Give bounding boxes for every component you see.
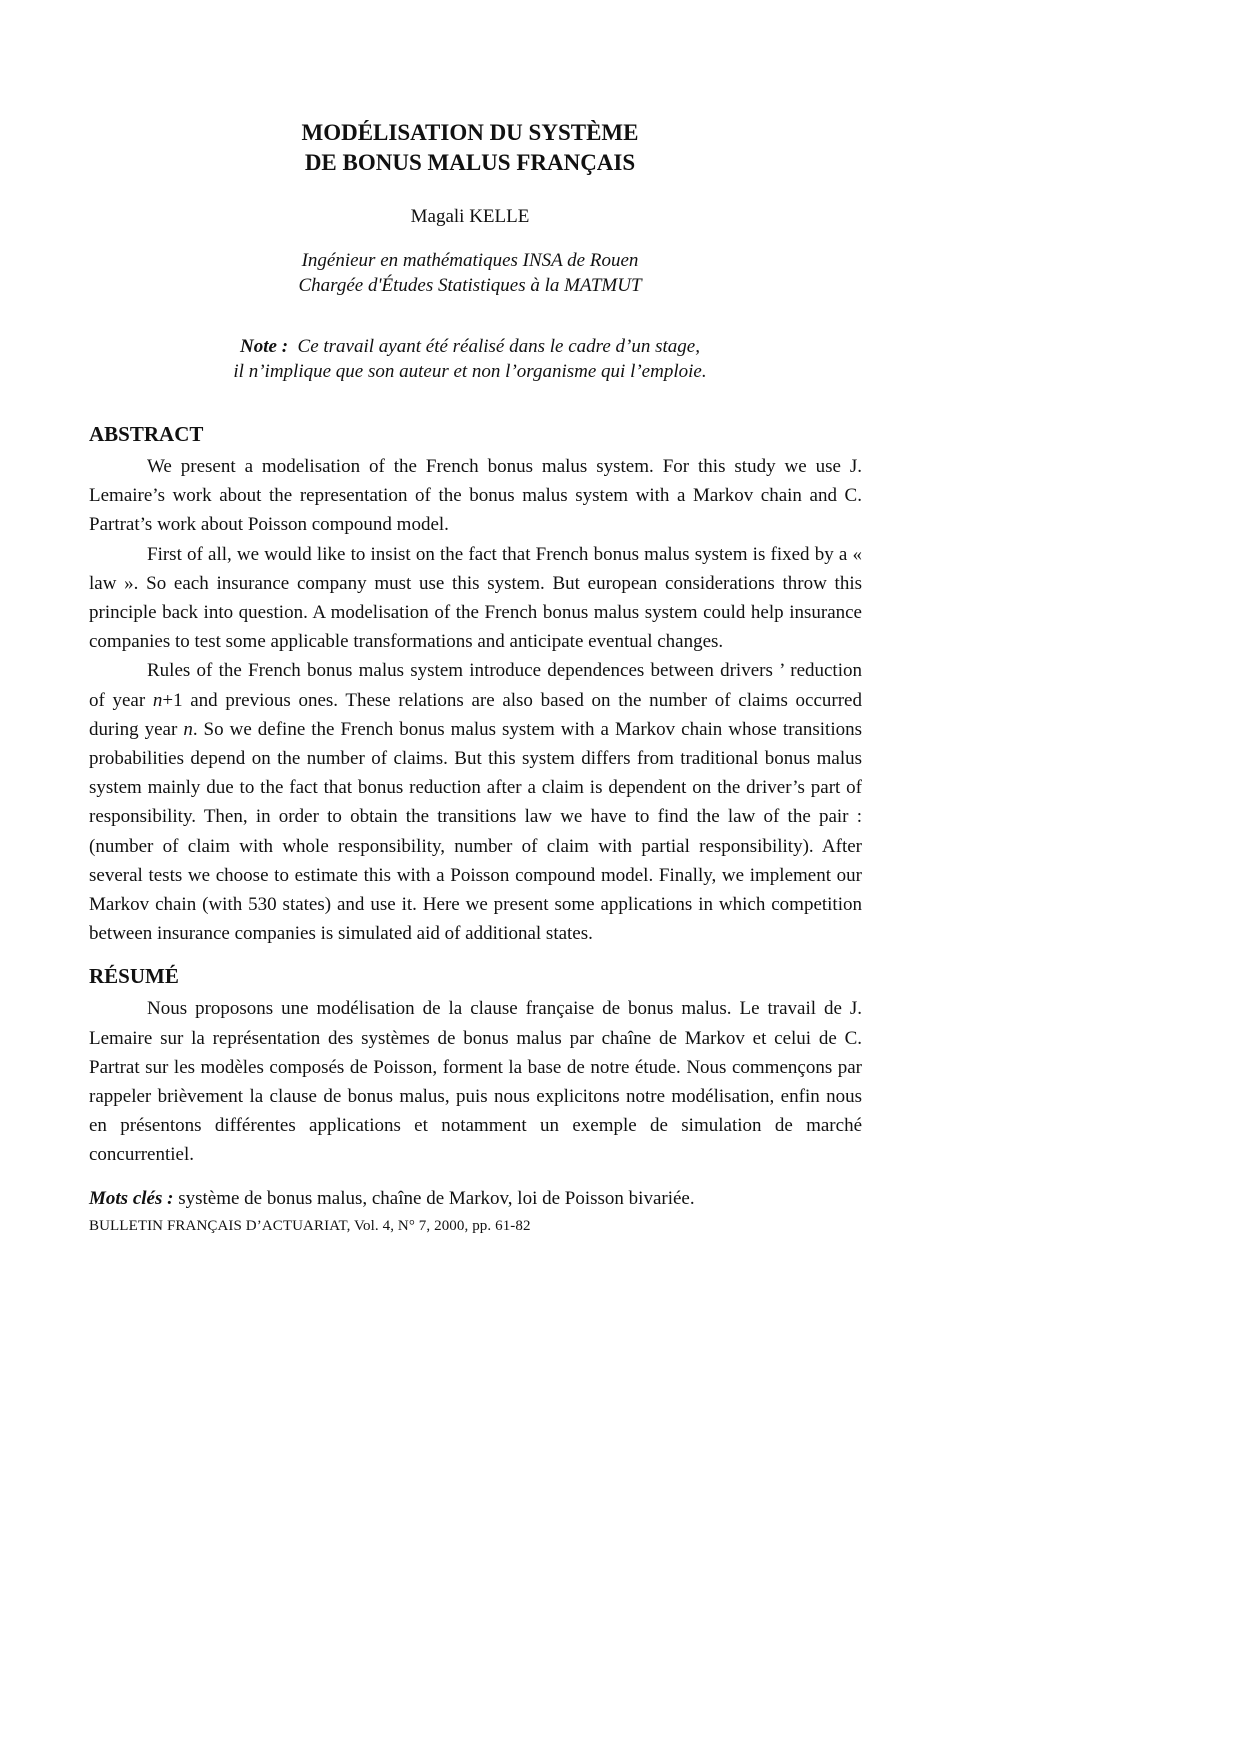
affiliation-line-2: Chargée d'Études Statistiques à la MATMUT [298,275,642,296]
title-line-1: MODÉLISATION DU SYSTÈME [301,120,639,145]
abstract-p3-part3: . So we define the French bonus malus system with a Markov chain whose transitions probabilities depend on the number of claims. But this system differs from traditional bonus malus system mainly due to the fact that bonus reduction after a claim is dependent on the driver’s part of responsibility. Then, in order to obtain the transitions law we have to find the law of the pair : (number of claim with whole responsibility, number of claim with partial responsibility). After several tests we choose to estimate this with a Poisson compound model. Finally, we implement our Markov chain (with 530 states) and use it. Here we present some applications in which competition between insurance companies is simulated aid of additional states. [89,718,862,945]
abstract-p3-part1: Rules of the French bonus malus system introduce dependences between drivers ’ reduction of year [89,660,862,711]
note-label: Note : [240,336,289,357]
paper-title [230,118,710,178]
abstract-paragraph-3 [89,656,862,948]
note-line-1 [150,334,790,359]
keywords-label: Mots clés : [89,1187,174,1209]
affiliation-line-1: Ingénieur en mathématiques INSA de Rouen [301,250,639,271]
bulletin-reference: BULLETIN FRANÇAIS D’ACTUARIAT, Vol. 4, N° 7, 2000, pp. 61-82 [89,1217,531,1234]
abstract-paragraph-1: We present a modelisation of the French bonus malus system. For this study we use J. Lemaire’s work about the representation of the bonus malus system with a Markov chain and C. Partrat’s work about Poisson compound model. [89,456,862,536]
keywords-text: système de bonus malus, chaîne de Markov, loi de Poisson bivariée. [173,1187,695,1209]
abstract-p3-n2: n [183,718,193,740]
abstract-section [89,420,862,948]
author-name: Magali KELLE [410,206,530,227]
author-note [150,334,790,384]
abstract-p3-n1: n [152,689,163,711]
author-affiliation [230,248,710,298]
keywords [89,1184,862,1213]
main-content [89,420,862,1237]
resume-section [89,962,862,1169]
title-line-2: DE BONUS MALUS FRANÇAIS [304,150,636,175]
note-line-2: il n’implique que son auteur et non l’organisme qui l’emploie. [233,361,707,382]
resume-paragraph-1: Nous proposons une modélisation de la clause française de bonus malus. Le travail de J. Lemaire sur la représentation des systèmes de bonus malus par chaîne de Markov et celui de C. Partrat sur les modèles composés de Poisson, forment la base de notre étude. Nous commençons par rappeler brièvement la clause de bonus malus, puis nous explicitons notre modélisation, enfin nous en présentons différentes applications et notamment un exemple de simulation de marché concurrentiel. [89,998,862,1166]
abstract-heading: ABSTRACT [89,422,204,446]
resume-heading: RÉSUMÉ [89,964,179,989]
abstract-paragraph-2: First of all, we would like to insist on the fact that French bonus malus system is fixed by a « law ». So each insurance company must use this system. But european considerations throw this principle back into question. A modelisation of the French bonus malus system could help insurance companies to test some applicable transformations and anticipate eventual changes. [89,543,862,653]
note-text-1: Ce travail ayant été réalisé dans le cadre d’un stage, [297,336,700,357]
abstract-p3-part2: +1 and previous ones. These relations are also based on the number of claims occurred during year [89,689,862,740]
